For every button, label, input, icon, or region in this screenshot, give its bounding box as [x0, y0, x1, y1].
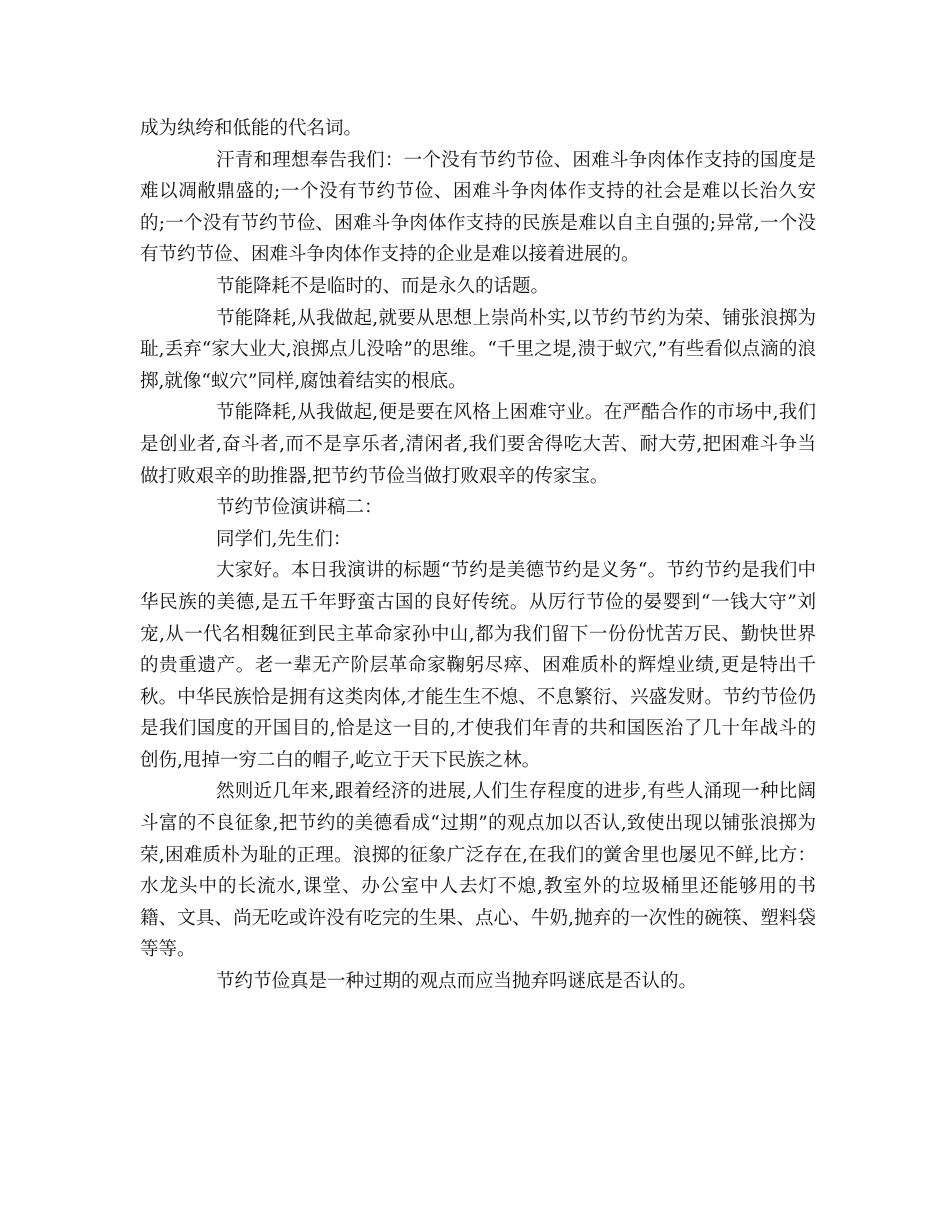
document-body — [140, 113, 816, 998]
paragraph: 节能降耗,从我做起,就要从思想上崇尚朴实,以节约节约为荣、铺张浪掷为耻,丢弃“家大业大,浪掷点儿没啥”的思维。“千里之堤,溃于蚁穴,”有些看似点滴的浪掷,就像“蚁穴”同样,腐蚀着结实的根底。 — [140, 307, 816, 392]
paragraph: 节约节俭真是一种过期的观点而应当抛弃吗谜底是否认的。 — [216, 971, 698, 993]
paragraph: 节能降耗不是临时的、而是永久的话题。 — [216, 275, 550, 297]
paragraph: 成为纨绔和低能的代名词。 — [140, 118, 363, 139]
paragraph: 大家好。本日我演讲的标题“节约是美德节约是义务“。节约节约是我们中华民族的美德,是五千年野蛮古国的良好传统。从厉行节俭的晏婴到“一钱大守”刘宠,从一代名相魏征到民主革命家孙中山,都为我们留下一份份忧苦万民、勤快世界的贵重遗产。老一辈无产阶层革命家鞠躬尽瘁、困难质朴的辉煌业绩,更是特出千秋。中华民族恰是拥有这类肉体,才能生生不熄、不息繁衍、兴盛发财。节约节俭仍是我们国度的开国目的,恰是这一目的,才使我们年青的共和国医治了几十年战斗的创伤,甩掉一穷二白的帽子,屹立于天下民族之林。 — [140, 560, 816, 771]
paragraph: 节能降耗,从我做起,便是要在风格上困难守业。在严酷合作的市场中,我们是创业者,奋斗者,而不是享乐者,清闲者,我们要舍得吃大苦、耐大劳,把困难斗争当做打败艰辛的助推器,把节约节俭当做打败艰辛的传家宝。 — [140, 402, 816, 487]
paragraph: 汗青和理想奉告我们：一个没有节约节俭、困难斗争肉体作支持的国度是难以凋敝鼎盛的;一个没有节约节俭、困难斗争肉体作支持的社会是难以长治久安的;一个没有节约节俭、困难斗争肉体作支持的民族是难以自主自强的;异常,一个没有节约节俭、困难斗争肉体作支持的企业是难以接着进展的。 — [140, 149, 816, 266]
salutation: 同学们,先生们： — [216, 528, 352, 550]
paragraph: 然则近几年来,跟着经济的进展,人们生存程度的进步,有些人涌现一种比阔斗富的不良征象,把节约的美德看成“过期”的观点加以否认,致使出现以铺张浪掷为荣,困难质朴为耻的正理。浪掷的征象广泛存在,在我们的黉舍里也屡见不鲜,比方：水龙头中的长流水,课堂、办公室中人去灯不熄,教室外的垃圾桶里还能够用的书籍、文具、尚无吃或许没有吃完的生果、点心、牛奶,抛弃的一次性的碗筷、塑料袋等等。 — [140, 781, 816, 961]
section-heading: 节约节俭演讲稿二： — [216, 497, 383, 519]
